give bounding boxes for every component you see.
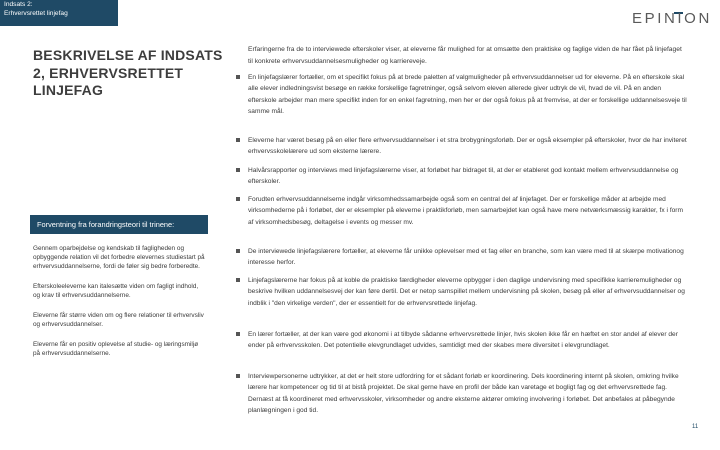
bullet-square-icon [236,374,240,378]
bullet-square-icon [236,278,240,282]
section-tag [0,0,118,26]
bullet-square-icon [236,75,240,79]
finding-text: Linjefagslærerne har fokus på at koble de praktiske færdigheder eleverne opbygger i den daglige undervisning med specifikke karrieremuligheder og beskrive hvilken uddannelsesvej der kan føre dertil. Det er netop samspillet mellem undervisning på skolen, besøg på eller af erhvervsuddannelser og indblik i "den virkelige verden", der er essentielt for de erhvervsrettede linjefag. [248,277,685,307]
expectation-band: Forventning fra forandringsteori til trinene: [30,215,208,234]
finding-text: En linjefagslærer fortæller, om et specifikt fokus på at brede paletten af valgmuligheder på erhvervsuddannelser ud for eleverne. På en efterskole skal alle elever indledningsvist besøge en række forskellige fagretninger, også selvom eleven allerede giver udtryk de vil, hvad de vil. På en anden efterskole arbejder man mere specifikt inden for en enkel fagretning, men her er der også fokus på at fremvise, at der er forskellige uddannelsesveje til samme mål. [248,74,687,116]
finding-item [236,165,688,194]
findings-list [236,72,688,423]
bullet-square-icon [236,332,240,336]
finding-item [236,371,688,423]
bullet-square-icon [236,138,240,142]
finding-item [236,72,688,135]
expectation-item: Efterskoleeleverne kan italesætte viden om fagligt indhold, og krav til erhvervsuddannelserne. [33,283,199,299]
finding-text: Eleverne har været besøg på en eller flere erhvervsuddannelser i et stra brobygningsforløb. Der er også eksempler på efterskoler, hvor de har inviteret erhvervsskolelærere ud som eksterne lærere. [248,137,687,156]
finding-text: Forudten erhvervsuddannelserne indgår virksomhedssamarbejde også som en central del af linjefaget. Der er forskellige måder at arbejde med virksomhederne på i forløbet, der er eksempler på eleverne i praktikforløb, men samarbejdet kan også have mere netværksmæssig karakter, fx i form af virksomhedsbesøg, deltagelse i events og messer mv. [248,196,684,226]
section-tag-line2: Erhvervsrettet linjefag [4,9,68,17]
page-number: 11 [692,424,699,430]
intro-paragraph: Erfaringerne fra de to interviewede efterskoler viser, at eleverne får mulighed for at omsætte den praktiske og faglige viden de har fået på linjefaget til konkrete erhvervsuddannelsesmuligheder og karriereveje. [248,46,682,65]
finding-text: Halvårsrapporter og interviews med linjefagslærerne viser, at forløbet har bidraget til, at der er etableret god kontakt mellem erhvervsuddannelse og efterskoler. [248,167,679,186]
bullet-square-icon [236,168,240,172]
epinion-logo: EPINION [632,10,712,27]
finding-item [236,275,688,329]
expectation-item: Eleverne får større viden om og flere relationer til erhvervsliv og erhvervsuddannelser. [33,312,204,328]
finding-item [236,135,688,165]
bullet-square-icon [236,197,240,201]
finding-item [236,194,688,246]
finding-text: En lærer fortæller, at der kan være god økonomi i at tilbyde sådanne erhvervsrettede linjer, hvis skolen ikke får en hæftet en stor andel af elever der ender på erhvervsskolen. Det potentielle elevgrundlaget udvides, samtidigt med der skabes mere diversitet i elevgrundlaget. [248,331,678,350]
expectation-list [33,244,205,369]
finding-item [236,246,688,275]
expectation-item: Eleverne får en positiv oplevelse af studie- og læringsmiljø på erhvervsuddannelserne. [33,341,199,357]
finding-text: Interviewpersonerne udtrykker, at det er helt store udfordring for et sådant forløb er koordinering. Dels koordinering internt på skolen, omkring hvilke lærere har kompetencer og tid til at bistå projektet. De skal gerne have en profil der både kan varetage et bogligt fag og det erhvervsrettede fag. Dernæst at få koordineret med erhvervsskoler, virksomheder og andre eksterne aktører omkring involvering i forløbet. Det anbefales at påbegynde planlægningen i god tid. [248,373,679,415]
bullet-square-icon [236,249,240,253]
finding-item [236,329,688,371]
finding-text: De interviewede linjefagslærere fortæller, at eleverne får unikke oplevelser med et fag eller en branche, som kan være med til at skærpe motivationog interesse herfor. [248,248,684,267]
section-tag-line1: Indsats 2: [4,1,33,8]
expectation-item: Gennem oparbejdelse og kendskab til fagligheden og opbyggende relation vil det forbedre elevernes studiestart på erhvervsuddannelserne, fordi de føler sig bedre forberedte. [33,245,205,270]
page-title: BESKRIVELSE AF INDSATS 2, ERHVERVSRETTET LINJEFAG [33,47,223,98]
